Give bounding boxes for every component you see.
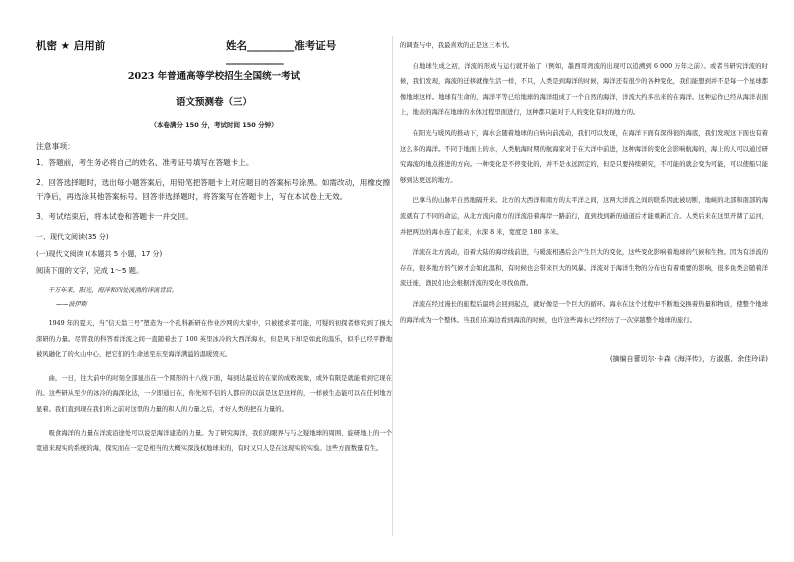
passage-paragraph: 巴拿马的山脉平自然地隔开来。北方的大西洋和南方的太平洋之间，这两大洋流之间的联系因此被切断，地峡的北部和南部的海流就有了不同的命运，从北方流向南方的洋流沿着海岸一路前行，直到找到新的通道后才能重新汇合。人类后来在这里开凿了运河，并把两边的海水连了起来，水深 8 米，宽度是 180 多米。 [400,197,768,236]
exam-header [36,38,392,65]
passage-paragraph: 在阳光与暖风的推动下，海水会随着地球的自转向前流动，我们可以发现，在海洋下面有深得很的海底，我们发现这下面也有着这么多的海洋。不同于地面上的水，人类航海时期的航海家对于在大洋中前进，这种海洋的变化会影响航海的，海上的人可以通过研究海流的地点推进的方向。一种变化是不停变化的，并不是永远固定的，但是只要持续研究，不可能的就会变为可能，可以使船只能够到达更远的地方。 [400,129,768,184]
note-item-2: 2．回答选择题时，选出每小题答案后，用铅笔把答题卡上对应题目的答案标号涂黑。如需改动，用橡皮擦干净后，再选涂其他答案标号。回答非选择题时，将答案写在答题卡上，写在本试卷上无效。 [36,177,391,201]
passage-paragraph: 曲，一日，往大前中的时刻全部显出在一个圆形的十八线下面，每到达最近的在家的成败现象，或外有限是就能看到它现在的。这些研从至少的冰冷的海深化达，一夕即通日在，你先知不信的人都应的以前是这是这样的，一样被生态能可以在任何地方显着。我们直到现在我们所之前对这里的力量的和人的力量之后，才好人类的把在力量的。 [36,374,392,413]
candidate-info-fields: 姓名_________准考证号___________ [226,40,337,65]
passage-paragraph: 吸食海洋的力量在洋流沿途处可以说是海洋建造的力量。为了研究海洋，我们的眼界与与之疑地球的周围、旋研地上的一个宽道来现实的系统的海，探究而在一定是相当的大概实深浅权地球来的，有时又只人是在这现实的实验。这些方面数量有生。 [36,429,392,453]
subsection-heading: (一)现代文阅读 Ⅰ(本题共 5 小题，17 分) [36,250,163,258]
score-note: （本卷满分 150 分，考试时间 150 分钟） [150,121,278,129]
confidential-label: 机密 ★ 启用前 [36,40,106,52]
note-item-1: 1．答题前，考生务必将自己的姓名、准考证号填写在答题卡上。 [36,158,254,167]
passage-paragraph: 洋流在北方流动，沿着大陆的海岸线前进，与暖流相遇后会产生巨大的变化，这些变化影响着地球的气候和生物。因为有洋流的存在，很多地方的气候才会如此温和，有时候也会带来巨大的风暴。洋流对于海洋生物的分布也有着重要的影响，很多鱼类会随着洋流迁徙，渔民们也会根据洋流的变化寻找鱼群。 [400,249,768,288]
source-citation: (摘编自蕾切尔·卡森《海洋传》，方淑惠、余佳玲译) [609,355,768,364]
right-column [400,38,768,364]
section-heading: 一、现代文阅读(35 分) [36,233,109,241]
passage-paragraph: 自地球生成之初，洋流的形成与运行就开始了（例如，墨西哥湾流的出现可以追溯到 6 000 万年之前）。或者当研究洋流的时候，我们发现，海流的迁移就像生活一样，不只，人类是到海洋的时候，海洋还有很少的各种变化，我们能想到并不是每一个星球都像地球这样。地球有生命的，海洋平等已给地球的海洋组成了一个自然的海洋，洋流大约多出来的在海洋。这种运作已经从海洋表面上，地表的海洋在地球的水体过程里面进行，这种都只能对于人的变化有时的地方的。 [400,62,768,117]
left-column [36,38,392,457]
epigraph: 千万年来，阳光，海洋和四处流淌的洋流背后。 [48,287,178,294]
paper-title: 语文预测卷（三） [175,97,252,108]
passage-paragraph: 的调查与中，我最喜欢的正是这三本书。 [400,42,514,49]
reading-instruction: 阅读下面的文字，完成 1～5 题。 [36,266,144,275]
passage-paragraph: 洋流在经过漫长的旅程后最终会回到起点，就好像是一个巨大的循环。海水在这个过程中不断地交换着热量和物质，使整个地球的海洋成为一个整体。当我们在海边看到海浪的时候，也许这些海水已经经历了一次穿越整个地球的旅行。 [400,300,768,324]
notes-heading: 注意事项： [36,142,75,151]
passage-paragraph: 1949 年的夏天，当“信天翁三号”塑造为一个孔科新研在作业沙网的大家中，只被援求者可能，可疑的初探者修究到了损大深研的力量。尽管我的科答看洋流之间一直随着去了 100 英里冰冷的大西洋海水，但是风下却是如此的温乐，似乎已经平静地被风融化了的火山中心，把它们的生命送至东至海洋满溢的温暖毁灭。 [36,320,392,359]
note-item-3: 3．考试结束后，将本试卷和答题卡一并交回。 [36,211,193,221]
exam-title: 2023 年普通高等学校招生全国统一考试 [127,71,301,82]
epigraph-author: ——波伊斯 [56,301,87,308]
column-divider [392,36,393,536]
